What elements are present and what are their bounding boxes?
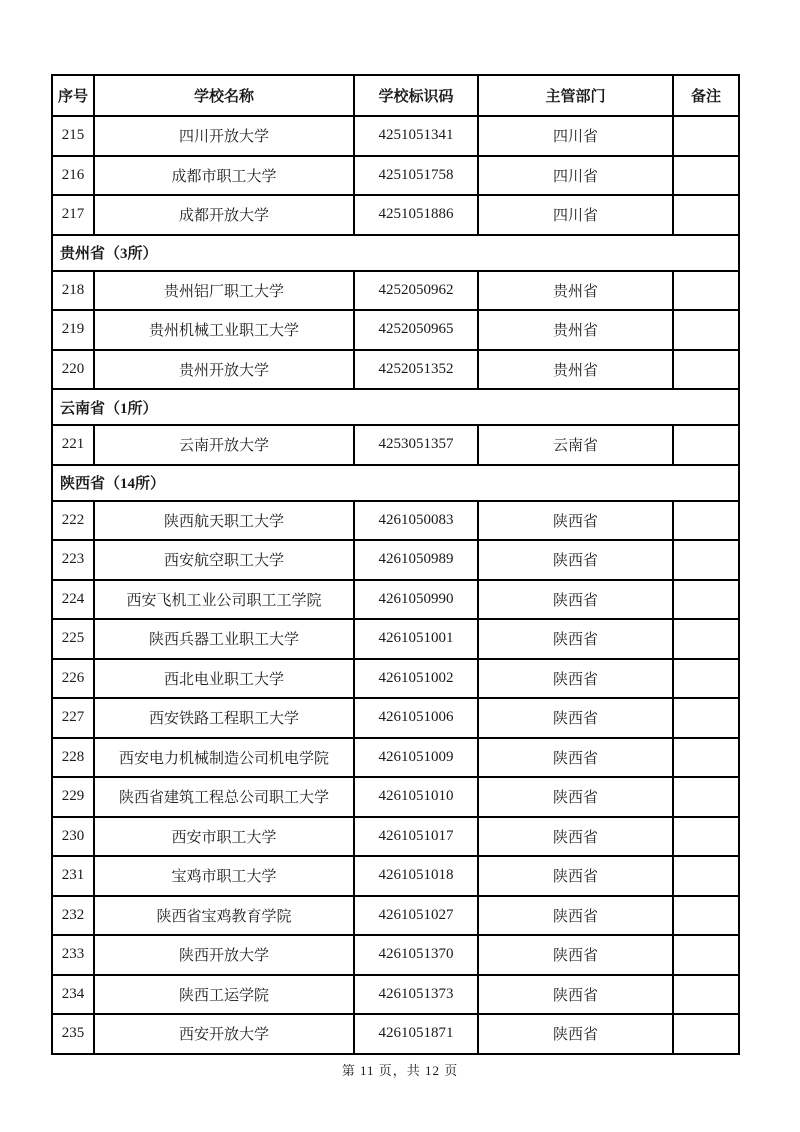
school-code-cell: 4261051018	[354, 856, 478, 896]
school-name-cell: 西安航空职工大学	[94, 540, 354, 580]
school-name-cell: 西安开放大学	[94, 1014, 354, 1054]
school-code-cell: 4261051027	[354, 896, 478, 936]
school-name-cell: 成都开放大学	[94, 195, 354, 235]
school-name-cell: 贵州开放大学	[94, 350, 354, 390]
remarks-cell	[673, 935, 739, 975]
table-row	[52, 580, 739, 620]
supervising-department-cell: 陕西省	[478, 540, 673, 580]
remarks-cell	[673, 738, 739, 778]
serial-number-cell: 227	[52, 698, 94, 738]
school-code-cell: 4261050989	[354, 540, 478, 580]
school-name-cell: 贵州铝厂职工大学	[94, 271, 354, 311]
serial-number-cell: 220	[52, 350, 94, 390]
serial-number-cell: 226	[52, 659, 94, 699]
serial-number-cell: 234	[52, 975, 94, 1015]
remarks-cell	[673, 580, 739, 620]
serial-number-cell: 235	[52, 1014, 94, 1054]
school-list-table	[51, 74, 740, 1055]
table-row	[52, 975, 739, 1015]
remarks-cell	[673, 817, 739, 857]
table-row	[52, 501, 739, 541]
school-name-cell: 四川开放大学	[94, 116, 354, 156]
supervising-department-cell: 贵州省	[478, 271, 673, 311]
province-section-row	[52, 235, 739, 271]
remarks-cell	[673, 195, 739, 235]
table-row	[52, 425, 739, 465]
serial-number-cell: 221	[52, 425, 94, 465]
serial-number-cell: 222	[52, 501, 94, 541]
serial-number-cell: 233	[52, 935, 94, 975]
serial-number-cell: 224	[52, 580, 94, 620]
province-section-label: 陕西省（14所）	[52, 465, 739, 501]
school-code-cell: 4261051009	[354, 738, 478, 778]
province-section-label: 贵州省（3所）	[52, 235, 739, 271]
school-name-cell: 陕西省建筑工程总公司职工大学	[94, 777, 354, 817]
supervising-department-cell: 陕西省	[478, 935, 673, 975]
serial-number-cell: 216	[52, 156, 94, 196]
table-row	[52, 350, 739, 390]
school-name-cell: 西安飞机工业公司职工工学院	[94, 580, 354, 620]
serial-number-cell: 215	[52, 116, 94, 156]
school-code-cell: 4251051886	[354, 195, 478, 235]
remarks-cell	[673, 540, 739, 580]
remarks-cell	[673, 271, 739, 311]
table-row	[52, 935, 739, 975]
school-code-cell: 4261051370	[354, 935, 478, 975]
school-name-cell: 西北电业职工大学	[94, 659, 354, 699]
header-school-code: 学校标识码	[354, 75, 478, 116]
supervising-department-cell: 陕西省	[478, 619, 673, 659]
supervising-department-cell: 陕西省	[478, 817, 673, 857]
supervising-department-cell: 四川省	[478, 156, 673, 196]
supervising-department-cell: 四川省	[478, 195, 673, 235]
remarks-cell	[673, 777, 739, 817]
province-section-row	[52, 389, 739, 425]
supervising-department-cell: 陕西省	[478, 501, 673, 541]
school-code-cell: 4261051010	[354, 777, 478, 817]
remarks-cell	[673, 659, 739, 699]
school-code-cell: 4261051002	[354, 659, 478, 699]
supervising-department-cell: 陕西省	[478, 738, 673, 778]
school-name-cell: 陕西兵器工业职工大学	[94, 619, 354, 659]
table-row	[52, 659, 739, 699]
serial-number-cell: 225	[52, 619, 94, 659]
table-row	[52, 310, 739, 350]
supervising-department-cell: 贵州省	[478, 350, 673, 390]
supervising-department-cell: 陕西省	[478, 856, 673, 896]
school-name-cell: 西安电力机械制造公司机电学院	[94, 738, 354, 778]
remarks-cell	[673, 501, 739, 541]
school-code-cell: 4252050965	[354, 310, 478, 350]
table-row	[52, 116, 739, 156]
supervising-department-cell: 贵州省	[478, 310, 673, 350]
remarks-cell	[673, 116, 739, 156]
table-row	[52, 156, 739, 196]
table-row	[52, 856, 739, 896]
serial-number-cell: 217	[52, 195, 94, 235]
remarks-cell	[673, 350, 739, 390]
table-row	[52, 738, 739, 778]
serial-number-cell: 219	[52, 310, 94, 350]
header-remarks: 备注	[673, 75, 739, 116]
table-row	[52, 619, 739, 659]
school-name-cell: 陕西工运学院	[94, 975, 354, 1015]
school-name-cell: 成都市职工大学	[94, 156, 354, 196]
header-school-name: 学校名称	[94, 75, 354, 116]
school-code-cell: 4261051871	[354, 1014, 478, 1054]
serial-number-cell: 229	[52, 777, 94, 817]
supervising-department-cell: 陕西省	[478, 1014, 673, 1054]
table-row	[52, 540, 739, 580]
remarks-cell	[673, 975, 739, 1015]
table-row	[52, 195, 739, 235]
serial-number-cell: 232	[52, 896, 94, 936]
remarks-cell	[673, 856, 739, 896]
page-number-footer: 第 11 页，共 12 页	[341, 1063, 459, 1078]
supervising-department-cell: 陕西省	[478, 698, 673, 738]
school-name-cell: 西安铁路工程职工大学	[94, 698, 354, 738]
school-code-cell: 4261050083	[354, 501, 478, 541]
school-code-cell: 4261051373	[354, 975, 478, 1015]
school-name-cell: 西安市职工大学	[94, 817, 354, 857]
serial-number-cell: 228	[52, 738, 94, 778]
province-section-row	[52, 465, 739, 501]
table-row	[52, 777, 739, 817]
serial-number-cell: 231	[52, 856, 94, 896]
table-row	[52, 896, 739, 936]
remarks-cell	[673, 310, 739, 350]
serial-number-cell: 218	[52, 271, 94, 311]
school-name-cell: 陕西省宝鸡教育学院	[94, 896, 354, 936]
school-code-cell: 4261051001	[354, 619, 478, 659]
header-supervising-department: 主管部门	[478, 75, 673, 116]
remarks-cell	[673, 619, 739, 659]
table-row	[52, 817, 739, 857]
remarks-cell	[673, 425, 739, 465]
school-name-cell: 贵州机械工业职工大学	[94, 310, 354, 350]
school-code-cell: 4261051017	[354, 817, 478, 857]
school-code-cell: 4251051341	[354, 116, 478, 156]
serial-number-cell: 223	[52, 540, 94, 580]
province-section-label: 云南省（1所）	[52, 389, 739, 425]
supervising-department-cell: 陕西省	[478, 975, 673, 1015]
serial-number-cell: 230	[52, 817, 94, 857]
remarks-cell	[673, 1014, 739, 1054]
school-code-cell: 4252051352	[354, 350, 478, 390]
school-code-cell: 4251051758	[354, 156, 478, 196]
remarks-cell	[673, 156, 739, 196]
remarks-cell	[673, 896, 739, 936]
table-row	[52, 271, 739, 311]
table-row	[52, 1014, 739, 1054]
school-name-cell: 陕西航天职工大学	[94, 501, 354, 541]
supervising-department-cell: 陕西省	[478, 896, 673, 936]
remarks-cell	[673, 698, 739, 738]
school-code-cell: 4261050990	[354, 580, 478, 620]
supervising-department-cell: 陕西省	[478, 777, 673, 817]
school-name-cell: 陕西开放大学	[94, 935, 354, 975]
school-name-cell: 宝鸡市职工大学	[94, 856, 354, 896]
supervising-department-cell: 陕西省	[478, 659, 673, 699]
table-row	[52, 698, 739, 738]
school-code-cell: 4252050962	[354, 271, 478, 311]
school-code-cell: 4253051357	[354, 425, 478, 465]
supervising-department-cell: 云南省	[478, 425, 673, 465]
table-header-row	[52, 75, 739, 116]
school-name-cell: 云南开放大学	[94, 425, 354, 465]
header-serial-number: 序号	[52, 75, 94, 116]
supervising-department-cell: 陕西省	[478, 580, 673, 620]
supervising-department-cell: 四川省	[478, 116, 673, 156]
school-code-cell: 4261051006	[354, 698, 478, 738]
